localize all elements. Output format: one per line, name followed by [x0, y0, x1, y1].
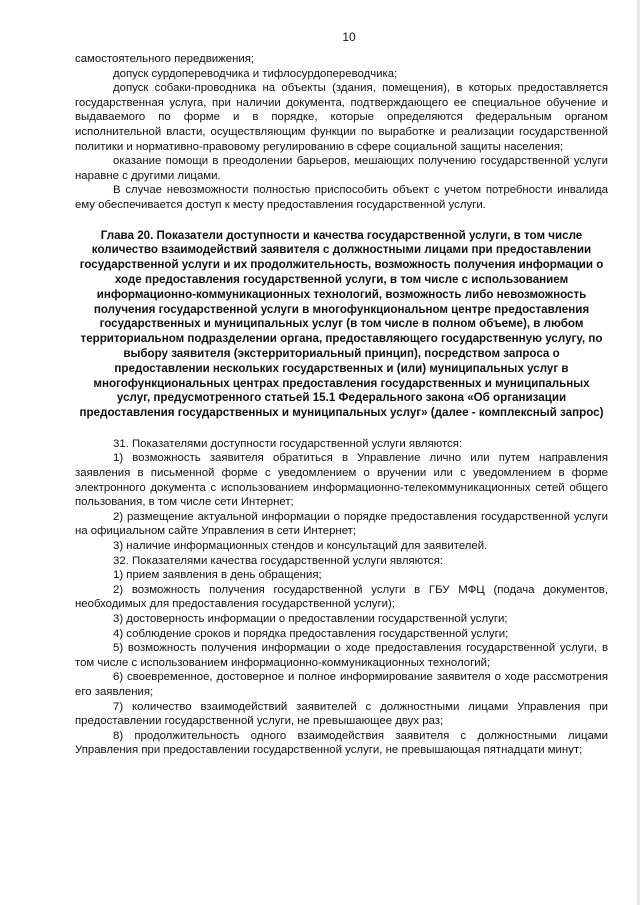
list-item: 3) достоверность информации о предоставлении государственной услуги;: [113, 613, 508, 626]
list-item: 5) возможность получения информации о ходе предоставления государственной услуги, в том числе с использованием информационно-коммуникационных технологий;: [75, 642, 608, 669]
paragraph-mobility-end: самостоятельного передвижения;: [75, 53, 255, 65]
list-item: 3) наличие информационных стендов и консультаций для заявителей.: [113, 540, 488, 553]
list-item: 7) количество взаимодействий заявителей с должностными лицами Управления при предоставлении государственной услуги, не превышающее двух раз;: [75, 700, 608, 728]
paragraph-item-32: 32. Показателями качества государственной услуги являются:: [113, 554, 444, 567]
page-number: 10: [342, 30, 356, 44]
list-item: 1) прием заявления в день обращения;: [113, 569, 322, 582]
paragraph-barrier-assistance: оказание помощи в преодолении барьеров, мешающих получению государственной услуги наравне с другими лицами.: [75, 155, 608, 182]
list-item: 2) размещение актуальной информации о порядке предоставления государственной услуги на официальном сайте Управления в сети Интернет;: [75, 510, 608, 538]
list-item: 4) соблюдение сроков и порядка предоставления государственной услуги;: [113, 627, 509, 640]
list-item: 1) возможность заявителя обратиться в Управление лично или путем направления заявления в письменной форме с уведомлением о вручении или с уведомлением в форме электронного документа с использованием информационно-телекоммуникационных сетей общего пользования, в том числе сети Интернет;: [75, 452, 608, 509]
list-item: 6) своевременное, достоверное и полное информирование заявителя о ходе рассмотрения его заявления;: [75, 671, 608, 698]
list-item: 8) продолжительность одного взаимодействия заявителя с должностными лицами Управления при предоставлении государственной услуги, не превышающая пятнадцати минут;: [75, 729, 608, 757]
paragraph-item-31: 31. Показателями доступности государственной услуги являются:: [113, 437, 463, 450]
list-item: 2) возможность получения государственной услуги в ГБУ МФЦ (подача документов, необходимых для предоставления государственной услуги);: [75, 583, 608, 611]
paragraph-sign-interpreter: допуск сурдопереводчика и тифлосурдопереводчика;: [113, 67, 398, 80]
paragraph-access-alternative: В случае невозможности полностью приспособить объект с учетом потребности инвалида ему обеспечивается доступ к месту предоставления государственной услуги.: [75, 184, 608, 211]
chapter-heading: Глава 20. Показатели доступности и качества государственной услуги, в том числе количество взаимодействий заявителя с должностными лицами при предоставлении государственной услуги и их продолжительность, возможность получения информации о ходе предоставления государственной услуги, в том числе с использованием информационно-коммуникационных технологий, возможность либо невозможность получения государственной услуги в многофункциональном центре предоставления государственных и муниципальных услуг (в том числе в полном объеме), в любом территориальном подразделении органа, предоставляющего государственную услугу, по выбору заявителя (экстерриториальный принцип), посредством запроса о предоставлении нескольких государственных и (или) муниципальных услуг в многофункциональных центрах предоставления государственных и муниципальных услуг, предусмотренного статьей 15.1 Федерального закона «Об организации предоставления государственных и муниципальных услуг» (далее - комплексный запрос): [79, 228, 604, 420]
paragraph-guide-dog: допуск собаки-проводника на объекты (здания, помещения), в которых предоставляется государственная услуга, при наличии документа, подтверждающего ее специальное обучение и выдаваемого по форме и в порядке, которые определяются федеральным органом исполнительной власти, осуществляющим функции по выработке и реализации государственной политики и нормативно-правовому регулированию в сфере социальной защиты населения;: [75, 82, 608, 153]
